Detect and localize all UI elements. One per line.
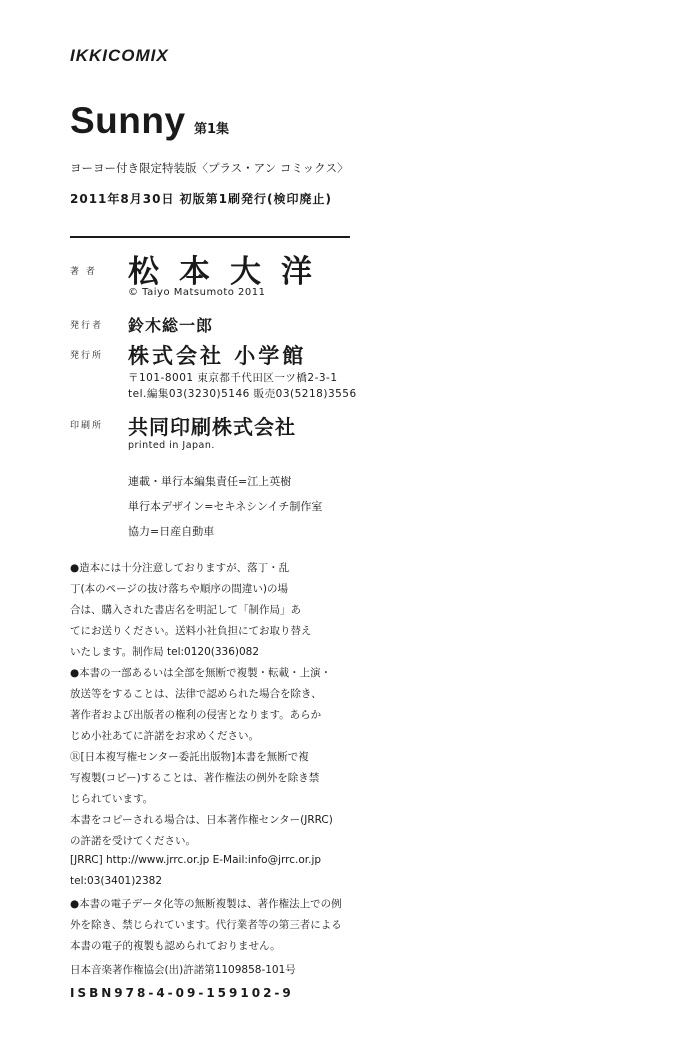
notice-line: Ⓡ[日本複写権センター委託出版物]本書を無断で複 (70, 751, 309, 763)
notice-line: 本書をコピーされる場合は、日本著作権センター(JRRC) (70, 814, 333, 826)
notice-line: 著作者および出版者の権利の侵害となります。あらか (70, 709, 322, 721)
notice-line: じめ小社あてに許諾をお求めください。 (70, 730, 259, 742)
publication-date: 2011年8月30日 初版第1刷発行(検印廃止) (70, 192, 332, 206)
music-license: 日本音楽著作権協会(出)許諾第1109858-101号 (70, 964, 296, 976)
notice-line: の許諾を受けてください。 (70, 835, 196, 847)
publisher-address: 〒101-8001 東京都千代田区一ツ橋2-3-1 (128, 372, 338, 384)
divider (70, 236, 350, 238)
credit-line: 協力=日産自動車 (128, 525, 215, 538)
notice-line: てにお送りください。送料小社負担にてお取り替え (70, 625, 312, 637)
author-label: 著 者 (70, 267, 97, 277)
notice-line: 合は、購入された書店名を明記して「制作局」あ (70, 604, 301, 616)
notice-line: 写複製(コピー)することは、著作権法の例外を除き禁 (70, 772, 320, 784)
notice-line: いたします。制作局 tel:0120(336)082 (70, 646, 260, 658)
notice-line: [JRRC] http://www.jrrc.or.jp E-Mail:info@jrrc.or.jp (70, 854, 322, 866)
author-name: 松本大洋 (128, 254, 332, 290)
edition-note: ヨーヨー付き限定特装版〈プラス・アン コミックス〉 (70, 161, 349, 175)
imprint-logo: IKKICOMIX (70, 46, 169, 65)
printer-name: 共同印刷株式会社 (128, 415, 296, 439)
credit-line: 連載・単行本編集責任=江上英樹 (128, 475, 292, 488)
publisher-name: 株式会社 小学館 (128, 344, 307, 368)
book-title: Sunny (70, 100, 186, 141)
publisher-tel: tel.編集03(3230)5146 販売03(5218)3556 (128, 388, 357, 400)
notice-line: tel:03(3401)2382 (70, 875, 163, 887)
printer-label: 印刷所 (70, 421, 104, 431)
issuer-name: 鈴木総一郎 (128, 316, 214, 335)
volume-number: 第1集 (194, 122, 230, 137)
notice-line: 外を除き、禁じられています。代行業者等の第三者による (70, 919, 342, 931)
isbn: ISBN978-4-09-159102-9 (70, 986, 294, 1000)
issuer-label: 発行者 (70, 321, 104, 331)
credit-line: 単行本デザイン=セキネシンイチ制作室 (128, 500, 323, 513)
notice-line: ●造本には十分注意しておりますが、落丁・乱 (70, 562, 290, 574)
notice-line: 放送等をすることは、法律で認められた場合を除き、 (70, 688, 322, 700)
notice-line: ●本書の電子データ化等の無断複製は、著作権法上での例 (70, 898, 342, 910)
publisher-label: 発行所 (70, 351, 104, 361)
notice-line: ●本書の一部あるいは全部を無断で複製・転載・上演・ (70, 667, 332, 679)
notice-line: 本書の電子的複製も認められておりません。 (70, 940, 281, 952)
copyright-line: © Taiyo Matsumoto 2011 (128, 287, 266, 298)
notice-line: 丁(本のページの抜け落ちや順序の間違い)の場 (70, 583, 288, 595)
printed-in-note: printed in Japan. (128, 440, 215, 451)
notice-line: じられています。 (70, 793, 154, 805)
